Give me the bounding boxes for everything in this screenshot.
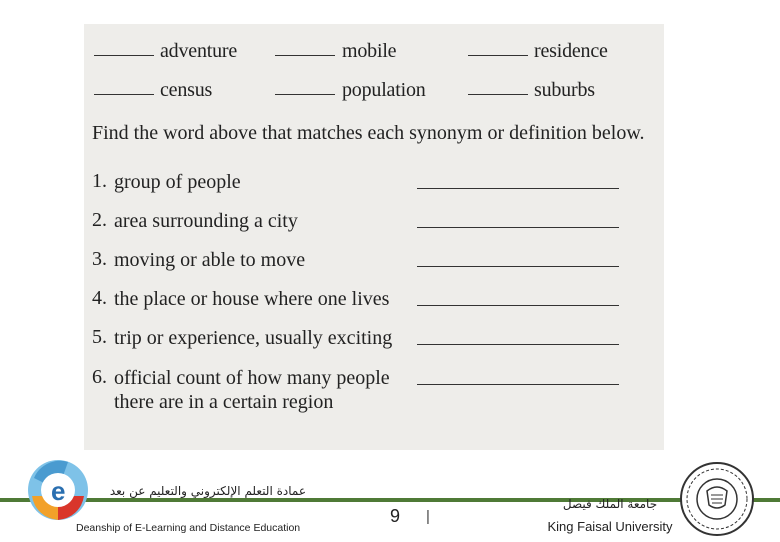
university-seal-icon <box>679 461 755 537</box>
answer-line <box>417 266 619 267</box>
elearning-e-logo-icon <box>24 456 94 526</box>
answer-line <box>417 227 619 228</box>
item-text: official count of how many people <box>114 367 390 389</box>
word-bank-word: mobile <box>342 40 397 62</box>
item-number: 4. <box>92 287 107 309</box>
word-blank <box>275 55 335 56</box>
university-arabic: جامعة الملك فيصل <box>562 497 658 511</box>
instruction-text: Find the word above that matches each synonym or definition below. <box>92 122 645 144</box>
item-text: trip or experience, usually exciting <box>114 327 393 349</box>
word-bank-word: census <box>160 79 213 101</box>
item-text: group of people <box>114 171 241 193</box>
page-separator: | <box>426 508 430 525</box>
word-blank <box>468 55 528 56</box>
item-number: 5. <box>92 326 107 348</box>
word-bank-word: adventure <box>160 40 238 62</box>
svg-text:e: e <box>51 476 66 506</box>
worksheet-scan <box>84 24 664 450</box>
item-text: area surrounding a city <box>114 210 298 232</box>
word-bank-word: population <box>342 79 426 101</box>
deanship-arabic: عمادة التعلم الإلكتروني والتعليم عن بعد <box>109 484 306 498</box>
item-text-continued: there are in a certain region <box>114 391 334 413</box>
word-bank-word: residence <box>534 40 608 62</box>
item-number: 2. <box>92 209 107 231</box>
item-number: 3. <box>92 248 107 270</box>
item-text: moving or able to move <box>114 249 306 271</box>
answer-line <box>417 188 619 189</box>
answer-line <box>417 384 619 385</box>
word-bank-row-2 <box>84 71 664 101</box>
university-english: King Faisal University <box>547 519 673 534</box>
item-number: 1. <box>92 170 107 192</box>
page-number: 9 <box>390 506 401 526</box>
answer-line <box>417 344 619 345</box>
word-blank <box>468 94 528 95</box>
item-text: the place or house where one lives <box>114 288 390 310</box>
word-blank <box>94 55 154 56</box>
word-bank-row-1 <box>84 32 664 62</box>
item-number: 6. <box>92 366 107 388</box>
word-blank <box>94 94 154 95</box>
word-blank <box>275 94 335 95</box>
deanship-english: Deanship of E-Learning and Distance Education <box>76 522 301 534</box>
answer-line <box>417 305 619 306</box>
word-bank-word: suburbs <box>534 79 595 101</box>
